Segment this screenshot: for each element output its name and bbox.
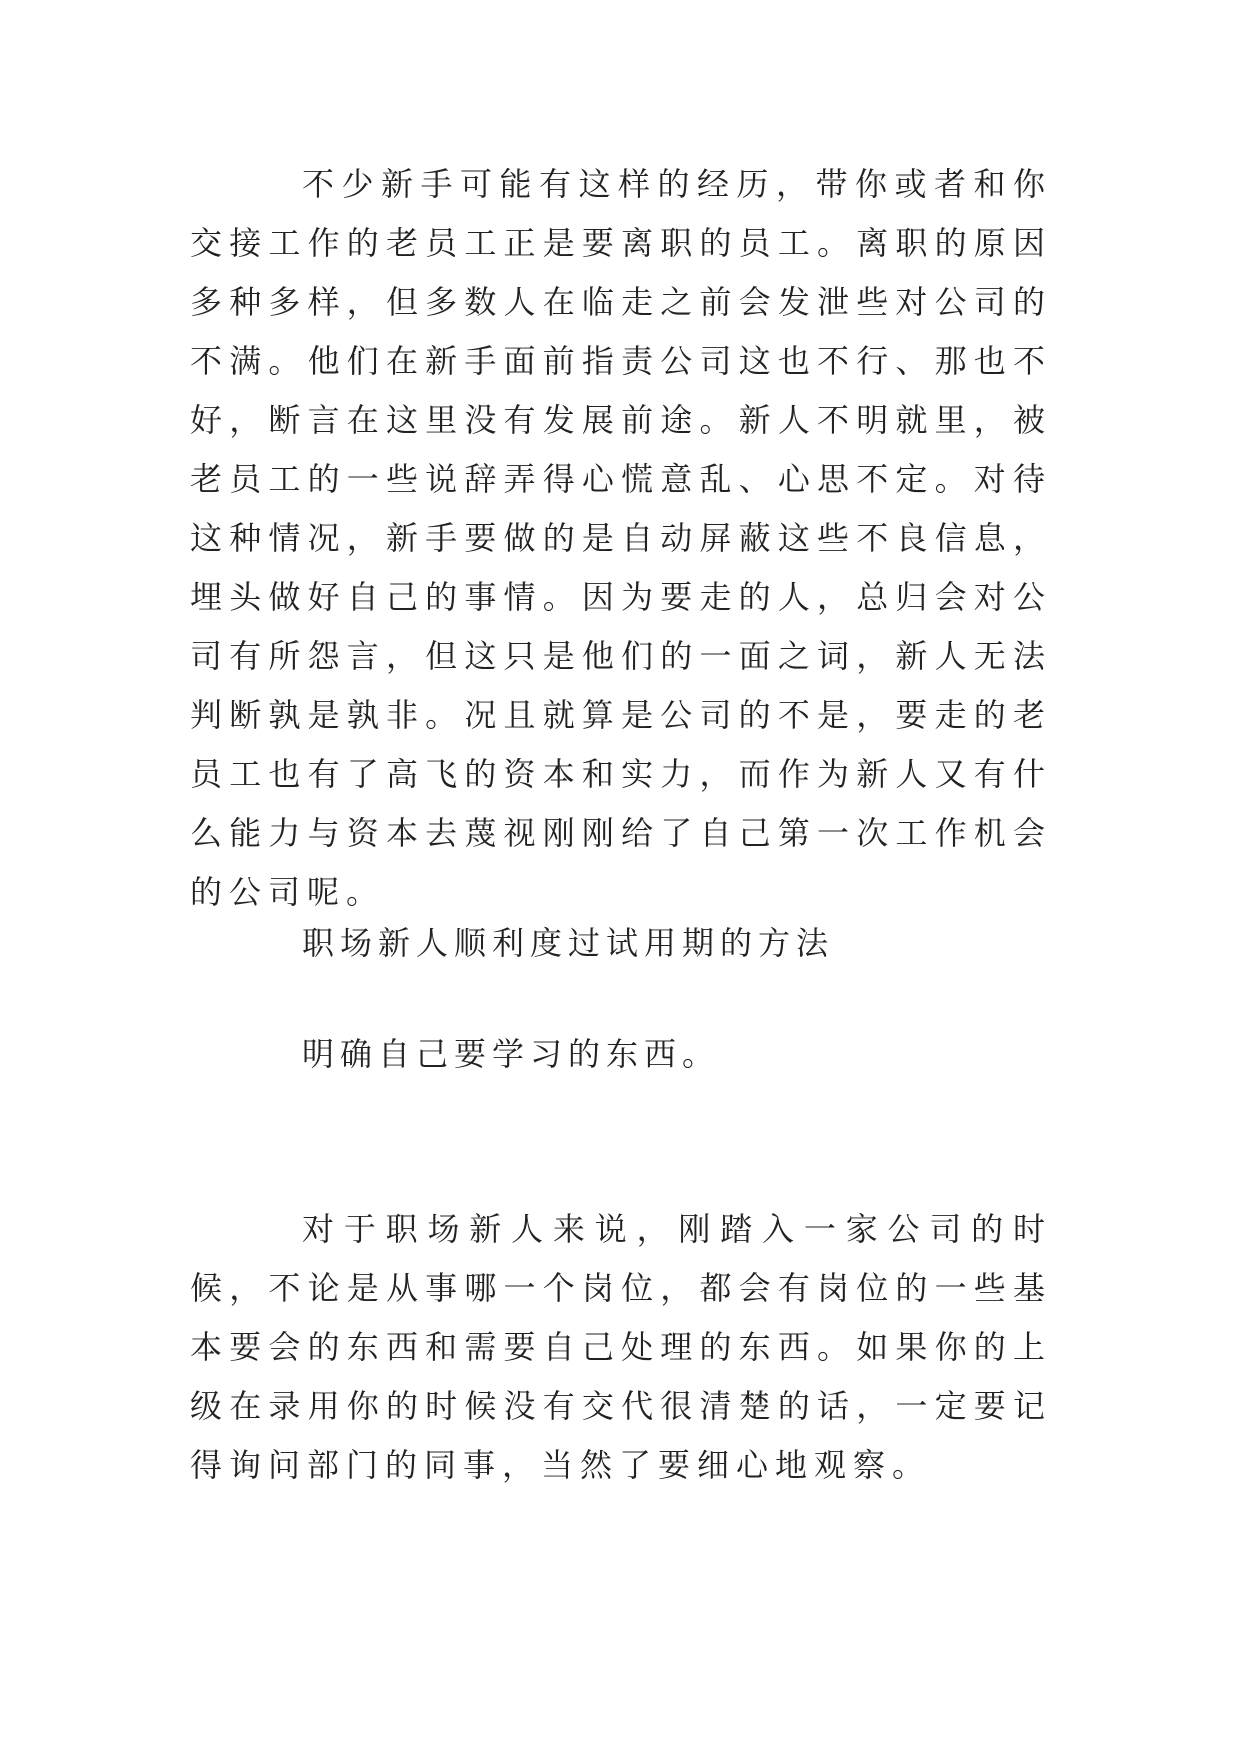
body-paragraph: 不少新手可能有这样的经历，带你或者和你交接工作的老员工正是要离职的员工。离职的原因多种多样，但多数人在临走之前会发泄些对公司的不满。他们在新手面前指责公司这也不行、那也不好，断言在这里没有发展前途。新人不明就里，被老员工的一些说辞弄得心慌意乱、心思不定。对待这种情况，新手要做的是自动屏蔽这些不良信息，埋头做好自己的事情。因为要走的人，总归会对公司有所怨言，但这只是他们的一面之词，新人无法判断孰是孰非。况且就算是公司的不是，要走的老员工也有了高飞的资本和实力，而作为新人又有什么能力与资本去蔑视刚刚给了自己第一次工作机会的公司呢。 bbox=[190, 165, 1052, 911]
body-paragraph: 对于职场新人来说，刚踏入一家公司的时候，不论是从事哪一个岗位，都会有岗位的一些基本要会的东西和需要自己处理的东西。如果你的上级在录用你的时候没有交代很清楚的话，一定要记得询问部门的同事，当然了要细心地观察。 bbox=[190, 1210, 1052, 1484]
subsection-heading: 明确自己要学习的东西。 bbox=[302, 1035, 721, 1073]
section-heading: 职场新人顺利度过试用期的方法 bbox=[302, 924, 835, 962]
